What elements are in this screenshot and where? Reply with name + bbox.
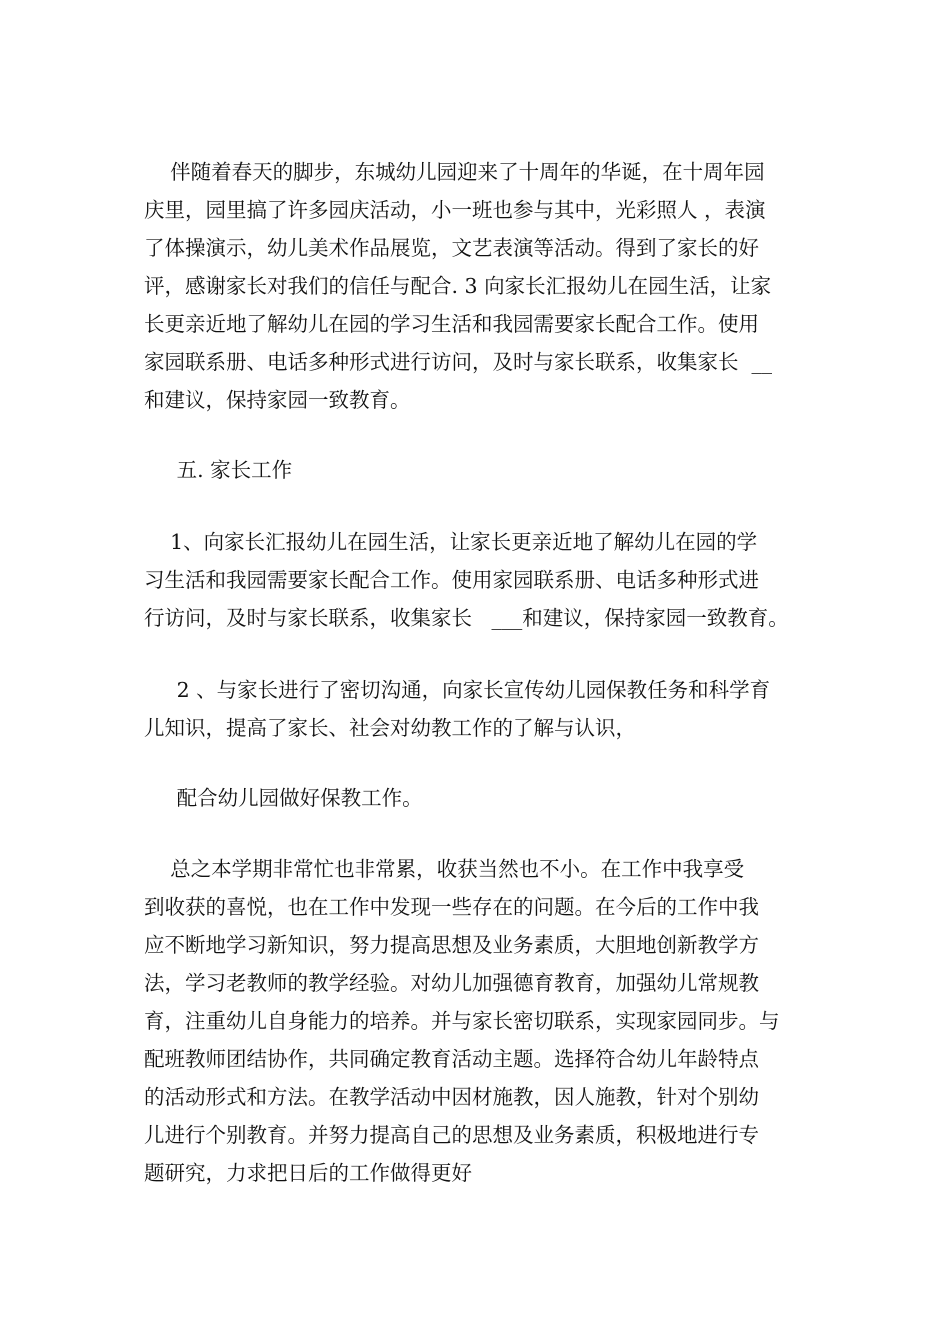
item-1-line: 习生活和我园需要家长配合工作。使用家园联系册、电话多种形式进 [144, 568, 759, 592]
summary-line: 总之本学期非常忙也非常累，收获当然也不小。在工作中我享受 [144, 857, 745, 881]
paragraph-1-line: 了体操演示，幼儿美术作品展览，文艺表演等活动。得到了家长的好 [144, 236, 759, 260]
item-2-line: 2 、与家长进行了密切沟通，向家长宣传幼儿园保教任务和科学育 [144, 678, 771, 702]
summary-line: 育，注重幼儿自身能力的培养。并与家长密切联系，实现家园同步。与 [144, 1009, 780, 1033]
summary-line: 到收获的喜悦，也在工作中发现一些存在的问题。在今后的工作中我 [144, 895, 759, 919]
paragraph-1-line: 和建议，保持家园一致教育。 [144, 388, 411, 412]
summary-line: 儿进行个别教育。并努力提高自己的思想及业务素质，积极地进行专 [144, 1123, 759, 1147]
item-2-line: 儿知识，提高了家长、社会对幼教工作的了解与认识， [144, 716, 636, 740]
item-2-continued: 配合幼儿园做好保教工作。 [144, 786, 423, 810]
item-1-line: 行访问，及时与家长联系，收集家长 ___和建议，保持家园一致教育。 [144, 606, 789, 630]
paragraph-1-line: 伴随着春天的脚步，东城幼儿园迎来了十周年的华诞，在十周年园 [144, 160, 765, 184]
section-heading: 五. 家长工作 [144, 458, 293, 482]
summary-line: 的活动形式和方法。在教学活动中因材施教，因人施教，针对个别幼 [144, 1085, 759, 1109]
summary-line: 应不断地学习新知识，努力提高思想及业务素质，大胆地创新教学方 [144, 933, 759, 957]
summary-line: 题研究，力求把日后的工作做得更好 [144, 1161, 472, 1185]
summary-line: 配班教师团结协作，共同确定教育活动主题。选择符合幼儿年龄特点 [144, 1047, 759, 1071]
paragraph-1-line: 家园联系册、电话多种形式进行访问，及时与家长联系，收集家长 __ [144, 350, 773, 374]
item-1-line: 1、向家长汇报幼儿在园生活，让家长更亲近地了解幼儿在园的学 [144, 530, 758, 554]
summary-line: 法，学习老教师的教学经验。对幼儿加强德育教育，加强幼儿常规教 [144, 971, 759, 995]
paragraph-1-line: 评，感谢家长对我们的信任与配合. 3 向家长汇报幼儿在园生活，让家 [144, 274, 772, 298]
paragraph-1-line: 长更亲近地了解幼儿在园的学习生活和我园需要家长配合工作。使用 [144, 312, 759, 336]
paragraph-1-line: 庆里，园里搞了许多园庆活动，小一班也参与其中，光彩照人 ，表演 [144, 198, 766, 222]
